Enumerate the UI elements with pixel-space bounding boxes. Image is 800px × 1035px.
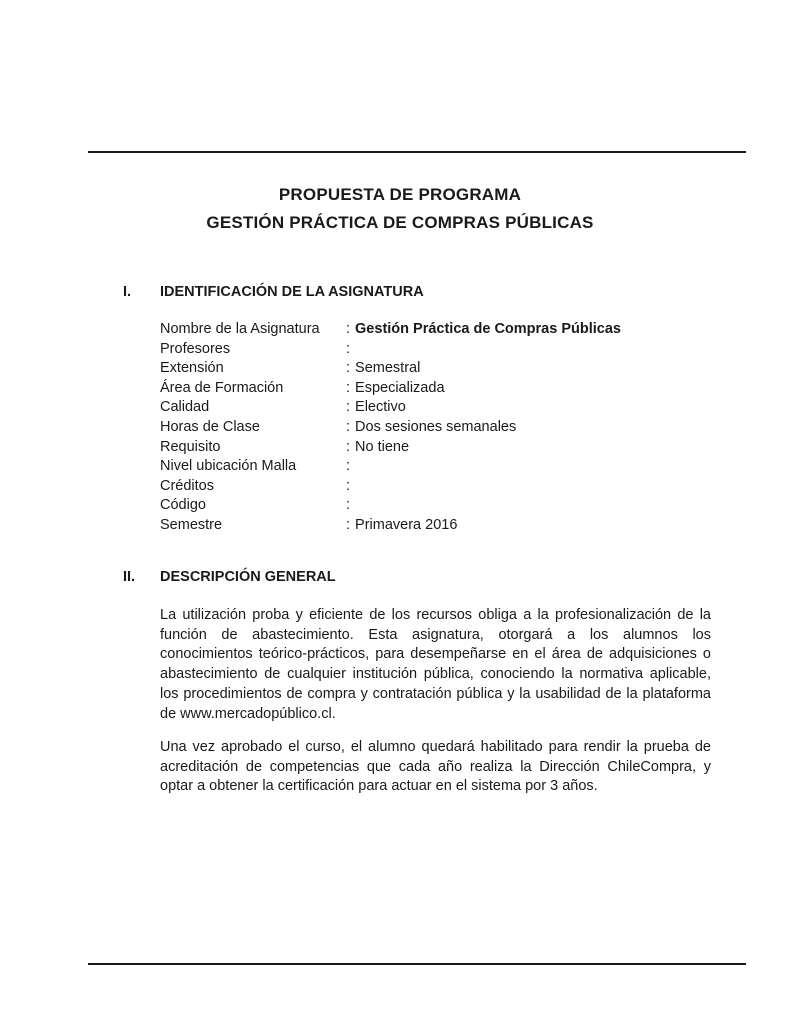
field-label: Calidad — [160, 399, 210, 416]
field-label: Créditos — [160, 477, 214, 494]
field-row-area-formacion — [160, 379, 621, 399]
field-colon: : — [346, 477, 351, 494]
description-paragraph-1: La utilización proba y eficiente de los recursos obliga a la profesionalización de la función de abastecimiento. Esta asignatura, otorgará a los alumnos los conocimientos teórico-prácticos, para desempeñarse en el área de adquisiciones o abastecimiento de cualquier institución pública, conociendo la normativa aplicable, los procedimientos de compra y contratación pública y la usabilidad de la plataforma de www.mercadopúblico.cl. — [160, 607, 711, 722]
section-2-heading — [123, 568, 336, 587]
field-label: Horas de Clase — [160, 418, 260, 435]
field-colon: : — [346, 379, 351, 396]
section-2-title: DESCRIPCIÓN GENERAL — [160, 569, 336, 585]
top-horizontal-rule — [88, 151, 746, 153]
field-colon: : — [346, 418, 351, 435]
field-value: No tiene — [355, 438, 410, 455]
field-value: Gestión Práctica de Compras Públicas — [355, 321, 621, 337]
field-value: Semestral — [355, 360, 421, 377]
field-value: Electivo — [355, 399, 406, 416]
field-row-codigo — [160, 496, 621, 516]
field-row-calidad — [160, 398, 621, 418]
field-row-profesores — [160, 340, 621, 360]
field-label: Semestre — [160, 516, 223, 533]
section-1-title: IDENTIFICACIÓN DE LA ASIGNATURA — [160, 284, 424, 300]
title-line-1: PROPUESTA DE PROGRAMA — [278, 185, 522, 204]
field-row-nombre — [160, 320, 621, 340]
field-value: Dos sesiones semanales — [355, 418, 517, 435]
identification-fields — [160, 320, 621, 536]
field-row-horas-clase — [160, 418, 621, 438]
field-colon: : — [346, 340, 351, 357]
section-2-number: II. — [123, 569, 136, 585]
field-colon: : — [346, 458, 351, 475]
field-colon: : — [346, 360, 351, 377]
field-colon: : — [346, 497, 351, 514]
field-label: Nivel ubicación Malla — [160, 458, 297, 475]
field-row-requisito — [160, 438, 621, 458]
section-1-number: I. — [123, 284, 132, 300]
field-colon: : — [346, 516, 351, 533]
field-row-semestre — [160, 516, 621, 536]
field-label: Extensión — [160, 360, 224, 377]
field-value: Primavera 2016 — [355, 516, 458, 533]
field-label: Requisito — [160, 438, 221, 455]
field-label: Código — [160, 497, 206, 514]
field-colon: : — [346, 438, 351, 455]
field-label: Profesores — [160, 340, 231, 357]
field-label: Área de Formación — [160, 379, 284, 396]
title-line-2: GESTIÓN PRÁCTICA DE COMPRAS PÚBLICAS — [206, 213, 594, 232]
section-1-heading — [123, 283, 424, 302]
field-row-creditos — [160, 477, 621, 497]
field-row-extension — [160, 359, 621, 379]
field-value: Especializada — [355, 379, 445, 396]
field-row-nivel-malla — [160, 457, 621, 477]
description-paragraph-2: Una vez aprobado el curso, el alumno quedará habilitado para rendir la prueba de acreditación de competencias que cada año realiza la Dirección ChileCompra, y optar a obtener la certificación para actuar en el sistema por 3 años. — [160, 739, 711, 795]
document-title-block — [0, 181, 800, 237]
field-colon: : — [346, 399, 351, 416]
field-colon: : — [346, 321, 351, 337]
bottom-horizontal-rule — [88, 963, 746, 965]
field-label: Nombre de la Asignatura — [160, 321, 320, 337]
